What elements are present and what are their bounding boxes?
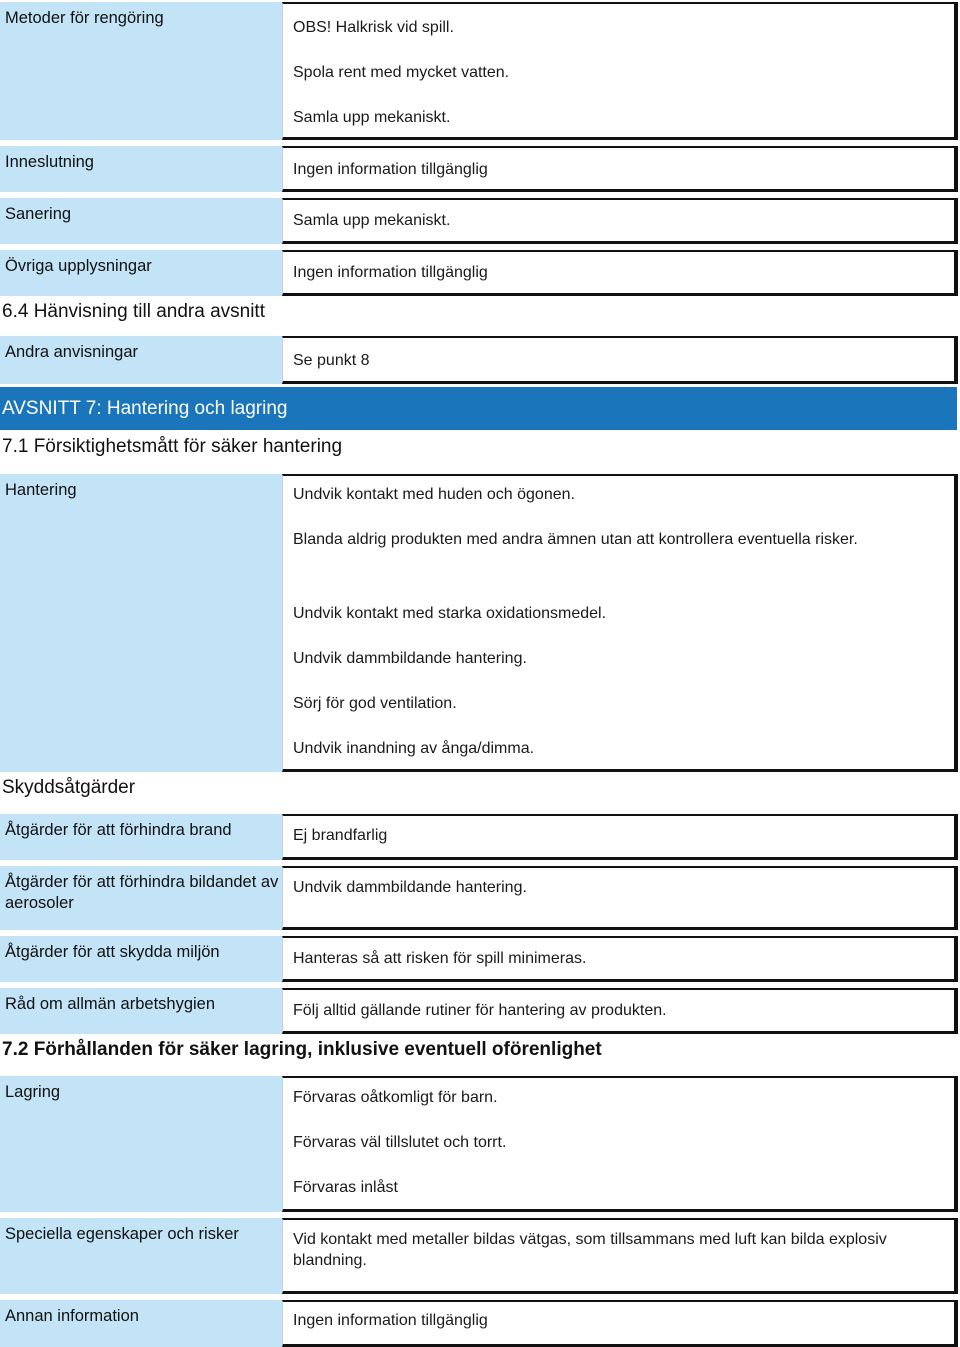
heading-6-4: 6.4 Hänvisning till andra avsnitt [2,301,265,322]
heading-7-1: 7.1 Försiktighetsmått för säker hantering [2,436,343,457]
value-other-references: Se punkt 8 [293,352,370,369]
section-7-title-bar: AVSNITT 7: Hantering och lagring [0,387,957,430]
value-containment: Ingen information tillgänglig [293,161,488,178]
value-aerosol-prevention: Undvik dammbildande hantering. [293,879,527,896]
value-box-aerosol-prevention [282,866,958,930]
value-storage-1: Förvaras oåtkomligt för barn. [293,1089,498,1106]
value-handling-2: Blanda aldrig produkten med andra ämnen utan att kontrollera eventuella risker. [293,531,858,548]
value-environment-protection: Hanteras så att risken för spill minimeras. [293,950,587,967]
value-cleaning-3: Samla upp mekaniskt. [293,109,451,126]
heading-7-2: 7.2 Förhållanden för säker lagring, inklusive eventuell oförenlighet [2,1039,602,1060]
value-handling-5: Sörj för god ventilation. [293,695,457,712]
label-cleaning-methods: Metoder för rengöring [0,2,282,140]
value-cleaning-2: Spola rent med mycket vatten. [293,64,510,81]
value-other-information: Ingen information tillgänglig [293,1312,488,1329]
value-other-info: Ingen information tillgänglig [293,264,488,281]
label-other-info: Övriga upplysningar [0,250,282,296]
label-special-properties: Speciella egenskaper och risker [0,1218,282,1294]
value-handling-4: Undvik dammbildande hantering. [293,650,527,667]
value-storage-3: Förvaras inlåst [293,1179,398,1196]
label-handling: Hantering [0,474,282,772]
label-aerosol-prevention: Åtgärder för att förhindra bildandet av aerosoler [0,866,282,930]
value-handling-3: Undvik kontakt med starka oxidationsmedel. [293,605,607,622]
value-handling-1: Undvik kontakt med huden och ögonen. [293,486,575,503]
label-work-hygiene: Råd om allmän arbetshygien [0,988,282,1034]
value-cleaning-1: OBS! Halkrisk vid spill. [293,19,454,36]
value-box-other-references [282,336,958,384]
label-other-references: Andra anvisningar [0,336,282,384]
value-storage-2: Förvaras väl tillslutet och torrt. [293,1134,507,1151]
label-other-information: Annan information [0,1300,282,1347]
value-fire-prevention: Ej brandfarlig [293,827,388,844]
heading-protective-measures: Skyddsåtgärder [2,777,136,798]
value-sanitation: Samla upp mekaniskt. [293,212,451,229]
label-containment: Inneslutning [0,146,282,192]
value-handling-6: Undvik inandning av ånga/dimma. [293,740,535,757]
label-fire-prevention: Åtgärder för att förhindra brand [0,814,282,860]
label-sanitation: Sanering [0,198,282,244]
label-storage: Lagring [0,1076,282,1212]
value-work-hygiene: Följ alltid gällande rutiner för hantering av produkten. [293,1002,667,1019]
label-environment-protection: Åtgärder för att skydda miljön [0,936,282,982]
value-special-properties: Vid kontakt med metaller bildas vätgas, som tillsammans med luft kan bilda explosiv blandning. [293,1231,887,1269]
